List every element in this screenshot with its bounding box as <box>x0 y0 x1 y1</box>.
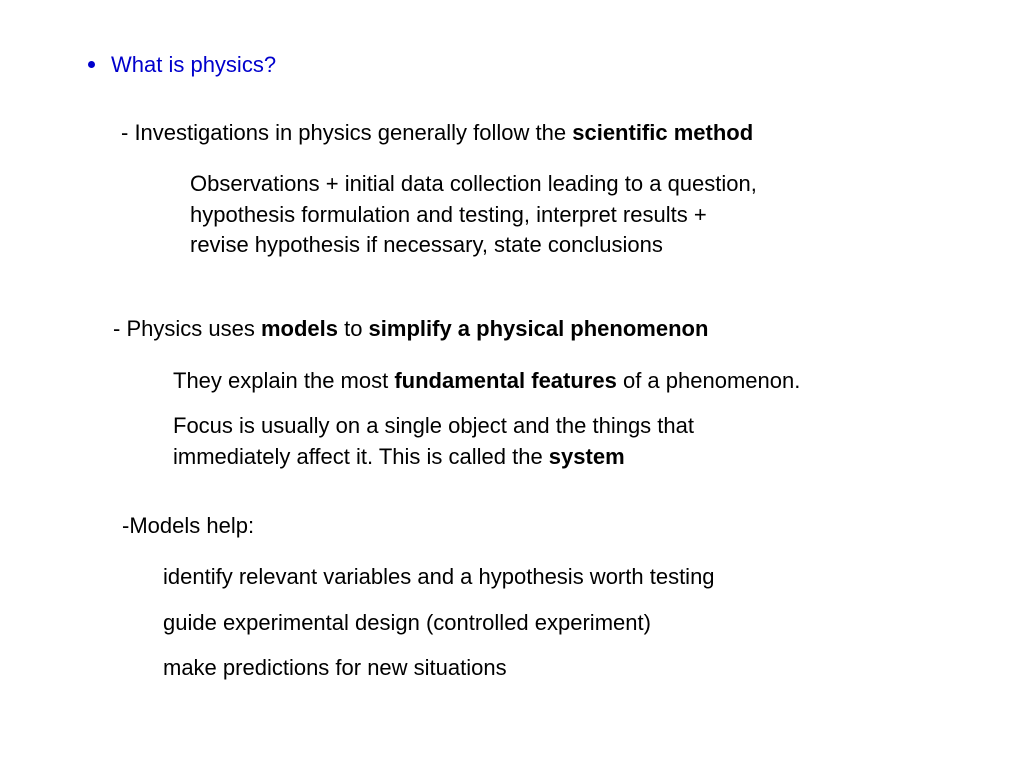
explain-suffix: of a phenomenon. <box>616 368 801 393</box>
help-item-1: identify relevant variables and a hypothesis worth testing <box>163 564 715 589</box>
models-bold: models <box>260 316 338 341</box>
method-detail-line-1: Observations + initial data collection leading to a question, <box>190 171 757 196</box>
models-help-title: -Models help: <box>122 513 255 538</box>
heading-text: What is physics? <box>111 52 277 77</box>
method-line <box>121 118 753 148</box>
method-prefix: - Investigations in physics generally follow the <box>121 120 573 145</box>
method-detail-line-3: revise hypothesis if necessary, state conclusions <box>190 232 663 257</box>
slide-heading <box>88 50 276 80</box>
help-item-3: make predictions for new situations <box>163 655 507 680</box>
help-item-2: guide experimental design (controlled experiment) <box>163 610 651 635</box>
method-detail-line-2: hypothesis formulation and testing, interpret results + <box>190 202 707 227</box>
models-bold-2: simplify a physical phenomenon <box>368 316 709 341</box>
models-mid: to <box>337 316 369 341</box>
focus-line-1: Focus is usually on a single object and the things that <box>173 413 694 438</box>
explain-prefix: They explain the most <box>173 368 395 393</box>
models-prefix: - Physics uses <box>113 316 261 341</box>
focus-prefix: immediately affect it. This is called the <box>173 444 549 469</box>
explain-bold: fundamental features <box>394 368 617 393</box>
method-bold: scientific method <box>572 120 754 145</box>
models-line <box>113 314 708 344</box>
models-explain-line <box>173 366 800 396</box>
focus-line-2 <box>173 442 625 472</box>
focus-bold: system <box>548 444 625 469</box>
bullet-icon <box>88 61 95 68</box>
